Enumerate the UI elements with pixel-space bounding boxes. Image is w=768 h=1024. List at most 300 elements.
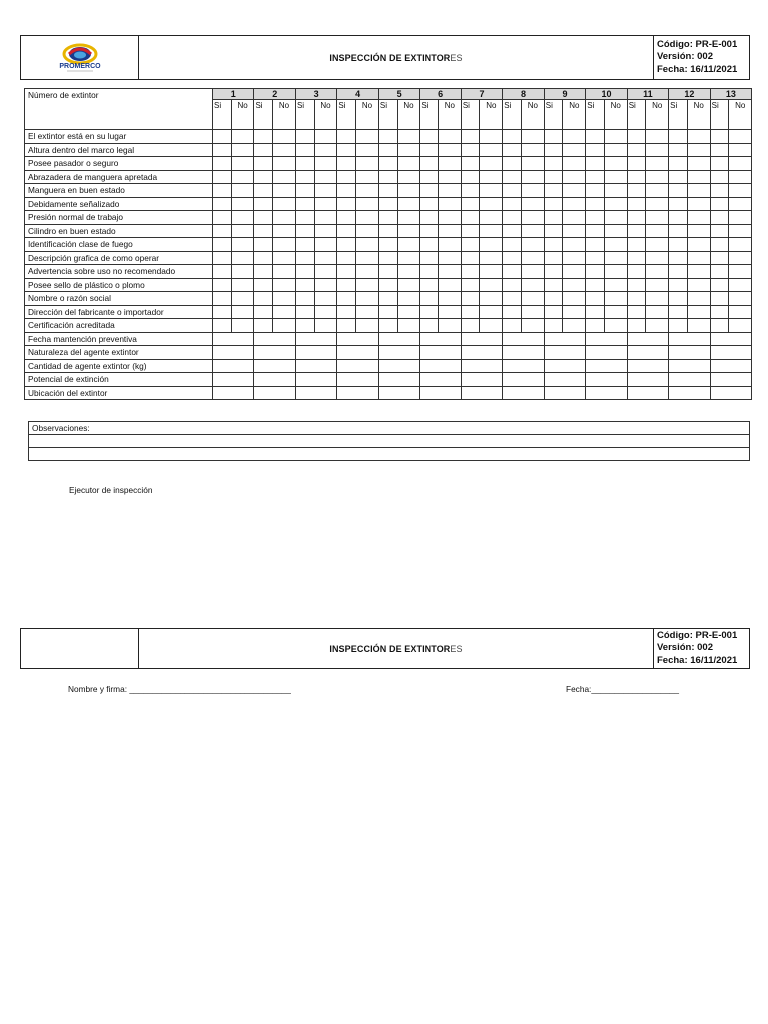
si-checkbox-cell[interactable] (627, 170, 646, 184)
info-value-cell[interactable] (337, 373, 378, 387)
no-checkbox-cell[interactable] (729, 170, 752, 184)
info-value-cell[interactable] (586, 359, 627, 373)
si-checkbox-cell[interactable] (461, 265, 480, 279)
si-checkbox-cell[interactable] (254, 305, 273, 319)
no-checkbox-cell[interactable] (480, 319, 503, 333)
no-checkbox-cell[interactable] (273, 305, 296, 319)
no-checkbox-cell[interactable] (231, 143, 254, 157)
si-checkbox-cell[interactable] (461, 197, 480, 211)
si-checkbox-cell[interactable] (378, 292, 397, 306)
no-checkbox-cell[interactable] (604, 184, 627, 198)
si-checkbox-cell[interactable] (295, 305, 314, 319)
si-checkbox-cell[interactable] (254, 265, 273, 279)
si-checkbox-cell[interactable] (461, 184, 480, 198)
no-checkbox-cell[interactable] (563, 130, 586, 144)
si-checkbox-cell[interactable] (254, 211, 273, 225)
no-checkbox-cell[interactable] (314, 130, 337, 144)
si-checkbox-cell[interactable] (213, 319, 232, 333)
si-checkbox-cell[interactable] (337, 319, 356, 333)
no-checkbox-cell[interactable] (687, 319, 710, 333)
si-checkbox-cell[interactable] (627, 157, 646, 171)
si-checkbox-cell[interactable] (544, 224, 563, 238)
info-value-cell[interactable] (295, 373, 336, 387)
no-checkbox-cell[interactable] (480, 184, 503, 198)
no-checkbox-cell[interactable] (314, 211, 337, 225)
si-checkbox-cell[interactable] (420, 130, 439, 144)
no-checkbox-cell[interactable] (729, 130, 752, 144)
si-checkbox-cell[interactable] (710, 278, 729, 292)
si-checkbox-cell[interactable] (254, 184, 273, 198)
no-checkbox-cell[interactable] (687, 184, 710, 198)
no-checkbox-cell[interactable] (563, 292, 586, 306)
no-checkbox-cell[interactable] (356, 265, 379, 279)
si-checkbox-cell[interactable] (669, 265, 688, 279)
si-checkbox-cell[interactable] (337, 170, 356, 184)
no-checkbox-cell[interactable] (273, 251, 296, 265)
no-checkbox-cell[interactable] (397, 251, 420, 265)
info-value-cell[interactable] (420, 359, 461, 373)
si-checkbox-cell[interactable] (378, 238, 397, 252)
info-value-cell[interactable] (503, 346, 544, 360)
no-checkbox-cell[interactable] (521, 143, 544, 157)
si-checkbox-cell[interactable] (503, 238, 522, 252)
info-value-cell[interactable] (254, 386, 295, 400)
si-checkbox-cell[interactable] (295, 265, 314, 279)
no-checkbox-cell[interactable] (646, 197, 669, 211)
no-checkbox-cell[interactable] (397, 238, 420, 252)
si-checkbox-cell[interactable] (420, 170, 439, 184)
si-checkbox-cell[interactable] (254, 197, 273, 211)
si-checkbox-cell[interactable] (710, 319, 729, 333)
si-checkbox-cell[interactable] (503, 265, 522, 279)
si-checkbox-cell[interactable] (420, 251, 439, 265)
si-checkbox-cell[interactable] (213, 238, 232, 252)
no-checkbox-cell[interactable] (646, 211, 669, 225)
si-checkbox-cell[interactable] (420, 265, 439, 279)
si-checkbox-cell[interactable] (378, 251, 397, 265)
si-checkbox-cell[interactable] (461, 305, 480, 319)
no-checkbox-cell[interactable] (231, 130, 254, 144)
info-value-cell[interactable] (669, 332, 710, 346)
no-checkbox-cell[interactable] (687, 224, 710, 238)
si-checkbox-cell[interactable] (420, 211, 439, 225)
no-checkbox-cell[interactable] (521, 251, 544, 265)
no-checkbox-cell[interactable] (563, 211, 586, 225)
no-checkbox-cell[interactable] (687, 238, 710, 252)
info-value-cell[interactable] (544, 332, 585, 346)
si-checkbox-cell[interactable] (295, 197, 314, 211)
no-checkbox-cell[interactable] (563, 184, 586, 198)
no-checkbox-cell[interactable] (480, 278, 503, 292)
no-checkbox-cell[interactable] (439, 278, 462, 292)
si-checkbox-cell[interactable] (295, 224, 314, 238)
info-value-cell[interactable] (254, 373, 295, 387)
no-checkbox-cell[interactable] (356, 170, 379, 184)
no-checkbox-cell[interactable] (646, 305, 669, 319)
si-checkbox-cell[interactable] (586, 265, 605, 279)
no-checkbox-cell[interactable] (480, 211, 503, 225)
observations-line[interactable] (29, 435, 750, 448)
no-checkbox-cell[interactable] (604, 143, 627, 157)
si-checkbox-cell[interactable] (669, 278, 688, 292)
no-checkbox-cell[interactable] (646, 278, 669, 292)
si-checkbox-cell[interactable] (669, 238, 688, 252)
no-checkbox-cell[interactable] (729, 292, 752, 306)
si-checkbox-cell[interactable] (503, 184, 522, 198)
no-checkbox-cell[interactable] (480, 130, 503, 144)
si-checkbox-cell[interactable] (669, 197, 688, 211)
no-checkbox-cell[interactable] (604, 305, 627, 319)
si-checkbox-cell[interactable] (586, 170, 605, 184)
no-checkbox-cell[interactable] (646, 130, 669, 144)
no-checkbox-cell[interactable] (563, 265, 586, 279)
si-checkbox-cell[interactable] (710, 265, 729, 279)
no-checkbox-cell[interactable] (480, 224, 503, 238)
si-checkbox-cell[interactable] (461, 292, 480, 306)
no-checkbox-cell[interactable] (646, 251, 669, 265)
no-checkbox-cell[interactable] (646, 184, 669, 198)
no-checkbox-cell[interactable] (231, 251, 254, 265)
no-checkbox-cell[interactable] (356, 224, 379, 238)
no-checkbox-cell[interactable] (604, 278, 627, 292)
si-checkbox-cell[interactable] (544, 130, 563, 144)
si-checkbox-cell[interactable] (710, 184, 729, 198)
si-checkbox-cell[interactable] (669, 251, 688, 265)
no-checkbox-cell[interactable] (521, 184, 544, 198)
si-checkbox-cell[interactable] (213, 305, 232, 319)
no-checkbox-cell[interactable] (521, 224, 544, 238)
info-value-cell[interactable] (461, 346, 502, 360)
si-checkbox-cell[interactable] (213, 130, 232, 144)
si-checkbox-cell[interactable] (586, 130, 605, 144)
no-checkbox-cell[interactable] (273, 238, 296, 252)
si-checkbox-cell[interactable] (378, 319, 397, 333)
si-checkbox-cell[interactable] (378, 184, 397, 198)
no-checkbox-cell[interactable] (439, 319, 462, 333)
si-checkbox-cell[interactable] (295, 319, 314, 333)
no-checkbox-cell[interactable] (314, 143, 337, 157)
no-checkbox-cell[interactable] (687, 278, 710, 292)
no-checkbox-cell[interactable] (231, 224, 254, 238)
no-checkbox-cell[interactable] (646, 265, 669, 279)
no-checkbox-cell[interactable] (646, 157, 669, 171)
si-checkbox-cell[interactable] (627, 224, 646, 238)
no-checkbox-cell[interactable] (480, 265, 503, 279)
si-checkbox-cell[interactable] (213, 211, 232, 225)
info-value-cell[interactable] (378, 359, 419, 373)
no-checkbox-cell[interactable] (563, 170, 586, 184)
no-checkbox-cell[interactable] (439, 224, 462, 238)
si-checkbox-cell[interactable] (586, 278, 605, 292)
si-checkbox-cell[interactable] (420, 305, 439, 319)
no-checkbox-cell[interactable] (604, 197, 627, 211)
si-checkbox-cell[interactable] (295, 130, 314, 144)
info-value-cell[interactable] (669, 346, 710, 360)
no-checkbox-cell[interactable] (604, 251, 627, 265)
si-checkbox-cell[interactable] (213, 157, 232, 171)
si-checkbox-cell[interactable] (254, 143, 273, 157)
no-checkbox-cell[interactable] (604, 211, 627, 225)
no-checkbox-cell[interactable] (231, 157, 254, 171)
no-checkbox-cell[interactable] (273, 224, 296, 238)
si-checkbox-cell[interactable] (503, 143, 522, 157)
no-checkbox-cell[interactable] (521, 130, 544, 144)
si-checkbox-cell[interactable] (213, 251, 232, 265)
info-value-cell[interactable] (254, 346, 295, 360)
no-checkbox-cell[interactable] (521, 238, 544, 252)
no-checkbox-cell[interactable] (604, 265, 627, 279)
no-checkbox-cell[interactable] (604, 238, 627, 252)
si-checkbox-cell[interactable] (378, 278, 397, 292)
no-checkbox-cell[interactable] (521, 305, 544, 319)
si-checkbox-cell[interactable] (627, 292, 646, 306)
si-checkbox-cell[interactable] (254, 157, 273, 171)
si-checkbox-cell[interactable] (295, 211, 314, 225)
si-checkbox-cell[interactable] (669, 292, 688, 306)
si-checkbox-cell[interactable] (461, 170, 480, 184)
si-checkbox-cell[interactable] (710, 197, 729, 211)
info-value-cell[interactable] (669, 386, 710, 400)
info-value-cell[interactable] (627, 332, 668, 346)
no-checkbox-cell[interactable] (687, 130, 710, 144)
no-checkbox-cell[interactable] (397, 143, 420, 157)
info-value-cell[interactable] (254, 359, 295, 373)
no-checkbox-cell[interactable] (646, 224, 669, 238)
si-checkbox-cell[interactable] (544, 211, 563, 225)
si-checkbox-cell[interactable] (378, 211, 397, 225)
no-checkbox-cell[interactable] (563, 224, 586, 238)
no-checkbox-cell[interactable] (563, 319, 586, 333)
no-checkbox-cell[interactable] (480, 292, 503, 306)
no-checkbox-cell[interactable] (314, 319, 337, 333)
info-value-cell[interactable] (213, 373, 254, 387)
no-checkbox-cell[interactable] (729, 278, 752, 292)
si-checkbox-cell[interactable] (586, 224, 605, 238)
si-checkbox-cell[interactable] (627, 305, 646, 319)
info-value-cell[interactable] (295, 386, 336, 400)
si-checkbox-cell[interactable] (710, 170, 729, 184)
si-checkbox-cell[interactable] (337, 238, 356, 252)
no-checkbox-cell[interactable] (687, 292, 710, 306)
si-checkbox-cell[interactable] (378, 157, 397, 171)
si-checkbox-cell[interactable] (544, 319, 563, 333)
si-checkbox-cell[interactable] (337, 305, 356, 319)
no-checkbox-cell[interactable] (439, 130, 462, 144)
no-checkbox-cell[interactable] (397, 157, 420, 171)
no-checkbox-cell[interactable] (356, 157, 379, 171)
si-checkbox-cell[interactable] (420, 143, 439, 157)
no-checkbox-cell[interactable] (397, 170, 420, 184)
info-value-cell[interactable] (627, 373, 668, 387)
si-checkbox-cell[interactable] (254, 251, 273, 265)
no-checkbox-cell[interactable] (687, 211, 710, 225)
no-checkbox-cell[interactable] (273, 197, 296, 211)
si-checkbox-cell[interactable] (337, 130, 356, 144)
info-value-cell[interactable] (586, 386, 627, 400)
no-checkbox-cell[interactable] (314, 184, 337, 198)
si-checkbox-cell[interactable] (295, 143, 314, 157)
si-checkbox-cell[interactable] (710, 130, 729, 144)
no-checkbox-cell[interactable] (397, 184, 420, 198)
info-value-cell[interactable] (337, 346, 378, 360)
si-checkbox-cell[interactable] (213, 224, 232, 238)
si-checkbox-cell[interactable] (503, 251, 522, 265)
no-checkbox-cell[interactable] (604, 157, 627, 171)
no-checkbox-cell[interactable] (480, 170, 503, 184)
si-checkbox-cell[interactable] (710, 251, 729, 265)
no-checkbox-cell[interactable] (729, 238, 752, 252)
si-checkbox-cell[interactable] (295, 157, 314, 171)
si-checkbox-cell[interactable] (627, 319, 646, 333)
si-checkbox-cell[interactable] (669, 319, 688, 333)
info-value-cell[interactable] (627, 346, 668, 360)
info-value-cell[interactable] (461, 332, 502, 346)
si-checkbox-cell[interactable] (378, 305, 397, 319)
si-checkbox-cell[interactable] (503, 305, 522, 319)
si-checkbox-cell[interactable] (461, 278, 480, 292)
si-checkbox-cell[interactable] (295, 278, 314, 292)
info-value-cell[interactable] (378, 373, 419, 387)
no-checkbox-cell[interactable] (397, 305, 420, 319)
si-checkbox-cell[interactable] (627, 278, 646, 292)
no-checkbox-cell[interactable] (646, 319, 669, 333)
si-checkbox-cell[interactable] (710, 211, 729, 225)
si-checkbox-cell[interactable] (586, 292, 605, 306)
si-checkbox-cell[interactable] (627, 197, 646, 211)
info-value-cell[interactable] (710, 373, 751, 387)
si-checkbox-cell[interactable] (337, 265, 356, 279)
si-checkbox-cell[interactable] (420, 319, 439, 333)
no-checkbox-cell[interactable] (356, 319, 379, 333)
no-checkbox-cell[interactable] (521, 278, 544, 292)
si-checkbox-cell[interactable] (213, 197, 232, 211)
no-checkbox-cell[interactable] (480, 197, 503, 211)
si-checkbox-cell[interactable] (586, 319, 605, 333)
si-checkbox-cell[interactable] (378, 265, 397, 279)
si-checkbox-cell[interactable] (461, 319, 480, 333)
info-value-cell[interactable] (544, 386, 585, 400)
si-checkbox-cell[interactable] (669, 170, 688, 184)
no-checkbox-cell[interactable] (439, 157, 462, 171)
si-checkbox-cell[interactable] (337, 143, 356, 157)
si-checkbox-cell[interactable] (503, 292, 522, 306)
no-checkbox-cell[interactable] (356, 305, 379, 319)
si-checkbox-cell[interactable] (461, 143, 480, 157)
si-checkbox-cell[interactable] (710, 305, 729, 319)
si-checkbox-cell[interactable] (503, 319, 522, 333)
si-checkbox-cell[interactable] (710, 292, 729, 306)
no-checkbox-cell[interactable] (604, 292, 627, 306)
si-checkbox-cell[interactable] (337, 211, 356, 225)
info-value-cell[interactable] (627, 359, 668, 373)
si-checkbox-cell[interactable] (378, 143, 397, 157)
si-checkbox-cell[interactable] (710, 224, 729, 238)
si-checkbox-cell[interactable] (503, 211, 522, 225)
no-checkbox-cell[interactable] (273, 184, 296, 198)
si-checkbox-cell[interactable] (503, 170, 522, 184)
si-checkbox-cell[interactable] (627, 143, 646, 157)
si-checkbox-cell[interactable] (254, 130, 273, 144)
si-checkbox-cell[interactable] (586, 211, 605, 225)
si-checkbox-cell[interactable] (295, 292, 314, 306)
si-checkbox-cell[interactable] (627, 265, 646, 279)
si-checkbox-cell[interactable] (420, 157, 439, 171)
si-checkbox-cell[interactable] (337, 251, 356, 265)
info-value-cell[interactable] (254, 332, 295, 346)
si-checkbox-cell[interactable] (710, 143, 729, 157)
no-checkbox-cell[interactable] (356, 197, 379, 211)
si-checkbox-cell[interactable] (213, 143, 232, 157)
no-checkbox-cell[interactable] (397, 319, 420, 333)
no-checkbox-cell[interactable] (563, 197, 586, 211)
si-checkbox-cell[interactable] (337, 157, 356, 171)
no-checkbox-cell[interactable] (439, 265, 462, 279)
no-checkbox-cell[interactable] (356, 130, 379, 144)
si-checkbox-cell[interactable] (586, 238, 605, 252)
no-checkbox-cell[interactable] (480, 305, 503, 319)
no-checkbox-cell[interactable] (314, 305, 337, 319)
si-checkbox-cell[interactable] (710, 157, 729, 171)
no-checkbox-cell[interactable] (521, 319, 544, 333)
no-checkbox-cell[interactable] (273, 265, 296, 279)
si-checkbox-cell[interactable] (461, 130, 480, 144)
si-checkbox-cell[interactable] (461, 251, 480, 265)
info-value-cell[interactable] (710, 386, 751, 400)
info-value-cell[interactable] (586, 332, 627, 346)
no-checkbox-cell[interactable] (356, 292, 379, 306)
si-checkbox-cell[interactable] (295, 251, 314, 265)
no-checkbox-cell[interactable] (314, 251, 337, 265)
si-checkbox-cell[interactable] (254, 224, 273, 238)
si-checkbox-cell[interactable] (420, 278, 439, 292)
info-value-cell[interactable] (669, 359, 710, 373)
si-checkbox-cell[interactable] (378, 224, 397, 238)
no-checkbox-cell[interactable] (563, 251, 586, 265)
si-checkbox-cell[interactable] (295, 184, 314, 198)
info-value-cell[interactable] (420, 373, 461, 387)
si-checkbox-cell[interactable] (669, 211, 688, 225)
no-checkbox-cell[interactable] (563, 143, 586, 157)
no-checkbox-cell[interactable] (439, 305, 462, 319)
no-checkbox-cell[interactable] (646, 143, 669, 157)
no-checkbox-cell[interactable] (729, 211, 752, 225)
info-value-cell[interactable] (461, 359, 502, 373)
no-checkbox-cell[interactable] (563, 157, 586, 171)
si-checkbox-cell[interactable] (586, 197, 605, 211)
observations-line[interactable] (29, 448, 750, 461)
info-value-cell[interactable] (503, 332, 544, 346)
no-checkbox-cell[interactable] (273, 143, 296, 157)
no-checkbox-cell[interactable] (397, 211, 420, 225)
no-checkbox-cell[interactable] (604, 319, 627, 333)
no-checkbox-cell[interactable] (521, 211, 544, 225)
si-checkbox-cell[interactable] (544, 292, 563, 306)
no-checkbox-cell[interactable] (646, 292, 669, 306)
si-checkbox-cell[interactable] (544, 278, 563, 292)
si-checkbox-cell[interactable] (627, 238, 646, 252)
no-checkbox-cell[interactable] (397, 278, 420, 292)
info-value-cell[interactable] (710, 359, 751, 373)
info-value-cell[interactable] (295, 359, 336, 373)
no-checkbox-cell[interactable] (231, 211, 254, 225)
info-value-cell[interactable] (213, 346, 254, 360)
si-checkbox-cell[interactable] (586, 184, 605, 198)
info-value-cell[interactable] (378, 332, 419, 346)
no-checkbox-cell[interactable] (356, 251, 379, 265)
no-checkbox-cell[interactable] (439, 170, 462, 184)
info-value-cell[interactable] (503, 373, 544, 387)
no-checkbox-cell[interactable] (687, 157, 710, 171)
